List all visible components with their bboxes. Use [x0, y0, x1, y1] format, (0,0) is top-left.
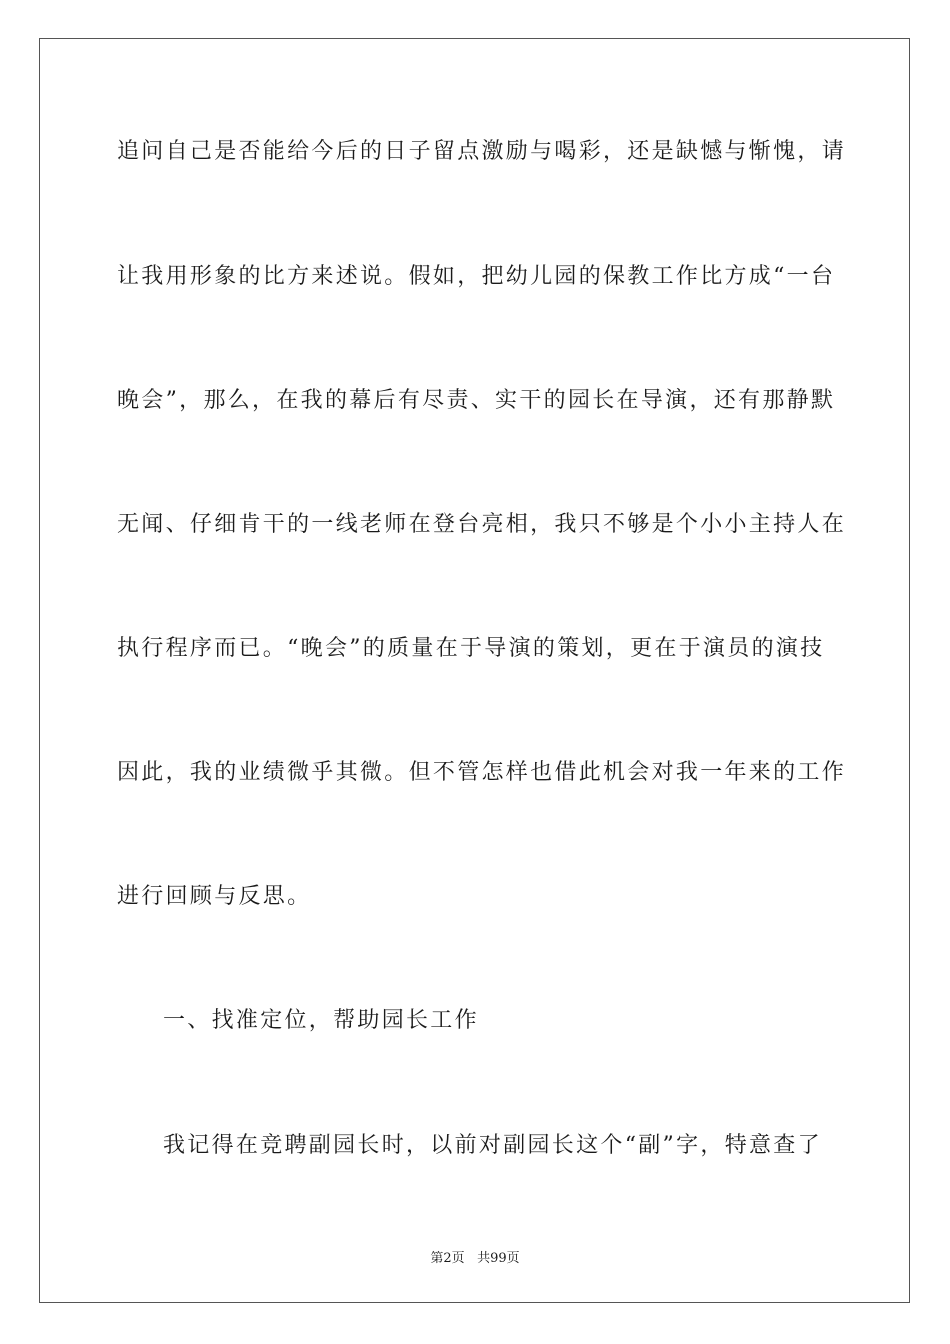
section-heading: 一、找准定位，帮助园长工作 [163, 1008, 479, 1033]
page-number: 第2页 [430, 1251, 465, 1266]
body-line-1: 追问自己是否能给今后的日子留点激励与喝彩，还是缺憾与惭愧，请 [117, 139, 847, 164]
paragraph-first-line: 我记得在竞聘副园长时，以前对副园长这个“副”字，特意查了 [163, 1133, 822, 1158]
page-total: 共99页 [477, 1251, 520, 1266]
body-line-5: 执行程序而已。“晚会”的质量在于导演的策划，更在于演员的演技 [117, 636, 825, 661]
body-line-3: 晚会”，那么，在我的幕后有尽责、实干的园长在导演，还有那静默 [117, 388, 836, 413]
body-line-2: 让我用形象的比方来述说。假如，把幼儿园的保教工作比方成“一台 [117, 264, 836, 289]
body-line-6: 因此，我的业绩微乎其微。但不管怎样也借此机会对我一年来的工作 [117, 760, 847, 785]
body-line-7: 进行回顾与反思。 [117, 884, 312, 909]
page-border [39, 38, 910, 1303]
page-footer [0, 1247, 950, 1266]
body-line-4: 无闻、仔细肯干的一线老师在登台亮相，我只不够是个小小主持人在 [117, 512, 847, 537]
